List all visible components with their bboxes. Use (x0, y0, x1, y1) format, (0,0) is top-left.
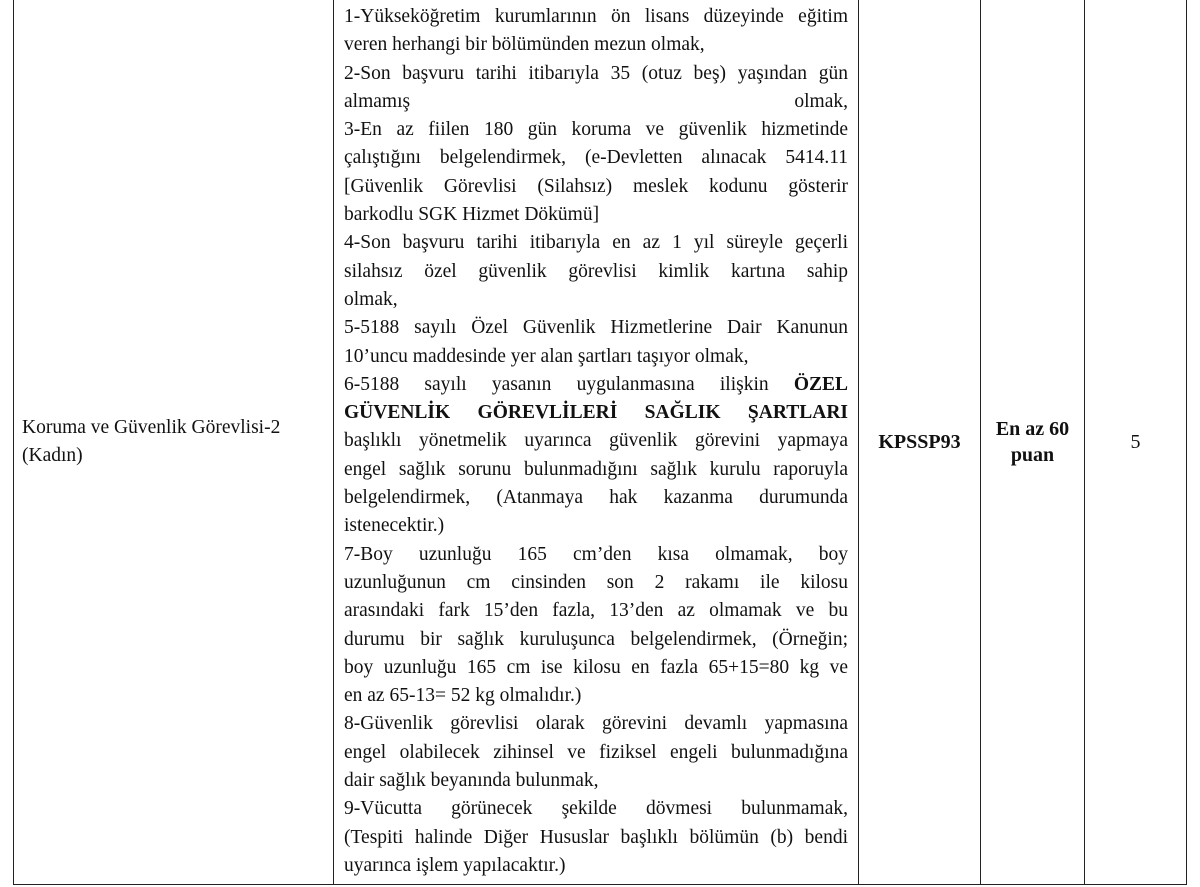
qualifications-cell (334, 0, 859, 884)
qual-line: 7-Boy uzunluğu 165 cm’den kısa olmamak, boy (344, 543, 848, 565)
qual-line: uzunluğunun cm cinsinden son 2 rakamı ile kilosu (344, 571, 848, 593)
qual-line: 2-Son başvuru tarihi itibarıyla 35 (otuz beş) yaşından gün (344, 62, 848, 84)
position-title-line2: (Kadın) (22, 445, 83, 466)
min-score (996, 416, 1069, 468)
score-type: KPSSP93 (878, 430, 961, 453)
requirements-table (13, 0, 1187, 885)
position-title (22, 414, 280, 470)
qual-line-part: 6-5188 sayılı yasanın uygulanmasına ilişkin (344, 373, 769, 395)
qual-line-bold: GÜVENLİK GÖREVLİLERİ SAĞLIK ŞARTLARI (344, 402, 848, 424)
qual-line: boy uzunluğu 165 cm ise kilosu en fazla 65+15=80 kg ve (344, 656, 848, 678)
qual-line: 4-Son başvuru tarihi itibarıyla en az 1 yıl süreyle geçerli (344, 232, 848, 254)
qual-line: [Güvenlik Görevlisi (Silahsız) meslek kodunu gösterir (344, 175, 848, 197)
qual-line: (Tespiti halinde Diğer Hususlar başlıklı bölümün (b) bendi (344, 826, 848, 848)
qual-line: almamış olmak, (344, 90, 848, 112)
qual-line: 5-5188 sayılı Özel Güvenlik Hizmetlerine Dair Kanunun (344, 317, 848, 339)
score-type-cell (859, 0, 981, 884)
qual-line: uyarınca işlem yapılacaktır.) (344, 854, 566, 876)
qual-line: 9-Vücutta görünecek şekilde dövmesi bulunmamak, (344, 798, 848, 820)
position-cell (14, 0, 334, 884)
qual-line: engel olabilecek zihinsel ve fiziksel engeli bulunmadığına (344, 741, 848, 763)
qual-line: engel sağlık sorunu bulunmadığını sağlık kurulu raporuyla (344, 458, 848, 480)
qual-line: istenecektir.) (344, 515, 445, 537)
min-score-cell (981, 0, 1085, 884)
qual-line: olmak, (344, 288, 398, 310)
qual-line: 3-En az fiilen 180 gün koruma ve güvenlik hizmetinde (344, 119, 848, 141)
qual-line-bold: ÖZEL (793, 373, 848, 395)
qual-line: başlıklı yönetmelik uyarınca güvenlik görevini yapmaya (344, 430, 848, 452)
qual-line: dair sağlık beyanında bulunmak, (344, 770, 599, 792)
qual-line: barkodlu SGK Hizmet Dökümü] (344, 204, 600, 226)
count-cell (1085, 0, 1186, 884)
qualifications-text (344, 3, 848, 880)
qual-line: 10’uncu maddesinde yer alan şartları taşıyor olmak, (344, 345, 749, 367)
position-title-line1: Koruma ve Güvenlik Görevlisi-2 (22, 417, 281, 438)
qual-line: en az 65-13= 52 kg olmalıdır.) (344, 685, 582, 707)
min-score-line2: puan (1010, 444, 1055, 466)
position-count: 5 (1130, 430, 1141, 453)
qual-line: arasındaki fark 15’den fazla, 13’den az olmamak ve bu (344, 600, 848, 622)
min-score-line1: En az 60 (995, 418, 1070, 440)
qual-line: 8-Güvenlik görevlisi olarak görevini devamlı yapmasına (344, 713, 848, 735)
qual-line: durumu bir sağlık kuruluşunca belgelendirmek, (Örneğin; (344, 628, 848, 650)
qual-line: çalıştığını belgelendirmek, (e-Devletten alınacak 5414.11 (344, 147, 848, 169)
qual-line: silahsız özel güvenlik görevlisi kimlik kartına sahip (344, 260, 848, 282)
qual-line: 1-Yükseköğretim kurumlarının ön lisans düzeyinde eğitim (344, 6, 848, 27)
qual-line: veren herhangi bir bölümünden mezun olmak, (344, 34, 705, 56)
qual-line (344, 371, 848, 399)
qual-line: belgelendirmek, (Atanmaya hak kazanma durumunda (344, 487, 848, 509)
